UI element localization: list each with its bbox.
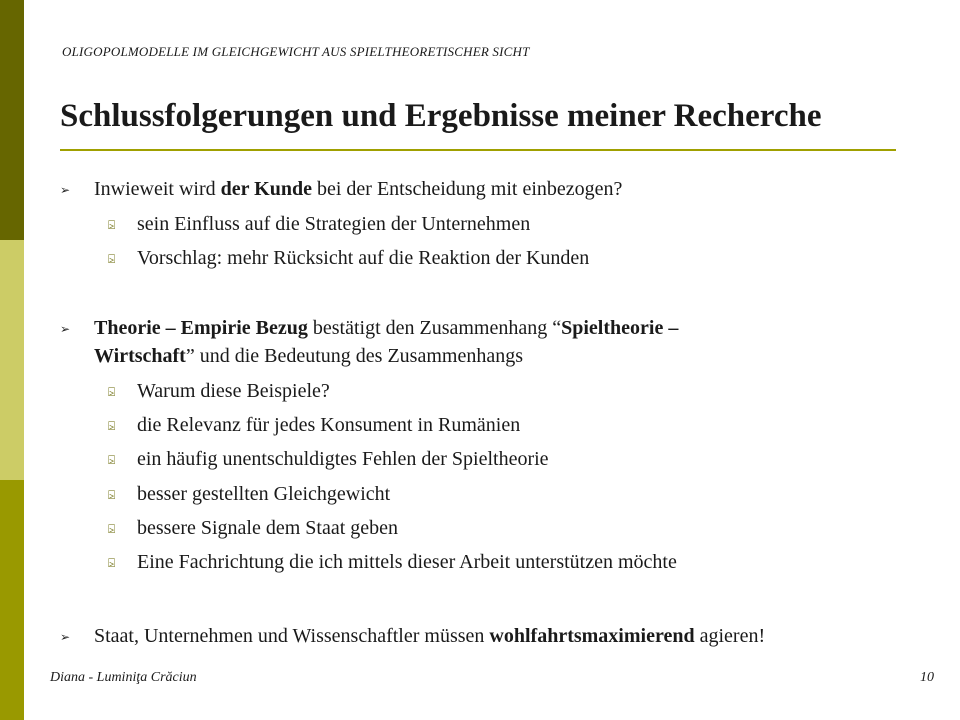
sub-bullet-icon: ⍄ [108, 252, 116, 266]
bullet-staat: ➢ Staat, Unternehmen und Wissenschaftler müssen wohlfahrtsmaximierend agieren! [60, 622, 765, 651]
sidebar-band-middle [0, 240, 24, 480]
sub-bullet: ⍄ Eine Fachrichtung die ich mittels dieser Arbeit unterstützen möchte [108, 548, 677, 577]
page-number: 10 [920, 670, 934, 685]
sub-bullet: ⍄ ein häufig unentschuldigtes Fehlen der Spieltheorie [108, 445, 549, 474]
sub-bullet-icon: ⍄ [108, 488, 116, 502]
arrow-bullet-icon: ➢ [60, 630, 71, 644]
sub-bullet: ⍄ sein Einfluss auf die Strategien der Unternehmen [108, 210, 530, 239]
title-underline [60, 149, 896, 151]
sub-bullet-icon: ⍄ [108, 556, 116, 570]
sub-bullet-icon: ⍄ [108, 218, 116, 232]
bullet-kunde: ➢ Inwieweit wird der Kunde bei der Entscheidung mit einbezogen? [60, 175, 622, 204]
sub-bullet: ⍄ Warum diese Beispiele? [108, 377, 330, 406]
sub-bullet-icon: ⍄ [108, 453, 116, 467]
sub-bullet: ⍄ bessere Signale dem Staat geben [108, 514, 398, 543]
bullet-theorie-empirie: ➢ Theorie – Empirie Bezug bestätigt den Zusammenhang “Spieltheorie – Wirtschaft” und die Bedeutung des Zusammenhangs [60, 314, 678, 370]
running-header: OLIGOPOLMODELLE IM GLEICHGEWICHT AUS SPIELTHEORETISCHER SICHT [62, 44, 530, 59]
sub-bullet: ⍄ besser gestellten Gleichgewicht [108, 480, 390, 509]
sub-bullet: ⍄ die Relevanz für jedes Konsument in Rumänien [108, 411, 520, 440]
slide-title: Schlussfolgerungen und Ergebnisse meiner Recherche [60, 98, 822, 134]
sidebar-band-bottom [0, 480, 24, 720]
sub-bullet-icon: ⍄ [108, 522, 116, 536]
arrow-bullet-icon: ➢ [60, 183, 71, 197]
sub-bullet-icon: ⍄ [108, 419, 116, 433]
sidebar-band-top [0, 0, 24, 240]
sub-bullet: ⍄ Vorschlag: mehr Rücksicht auf die Reaktion der Kunden [108, 244, 589, 273]
footer-author: Diana - Luminiţa Crăciun [50, 670, 197, 685]
arrow-bullet-icon: ➢ [60, 322, 71, 336]
sub-bullet-icon: ⍄ [108, 385, 116, 399]
